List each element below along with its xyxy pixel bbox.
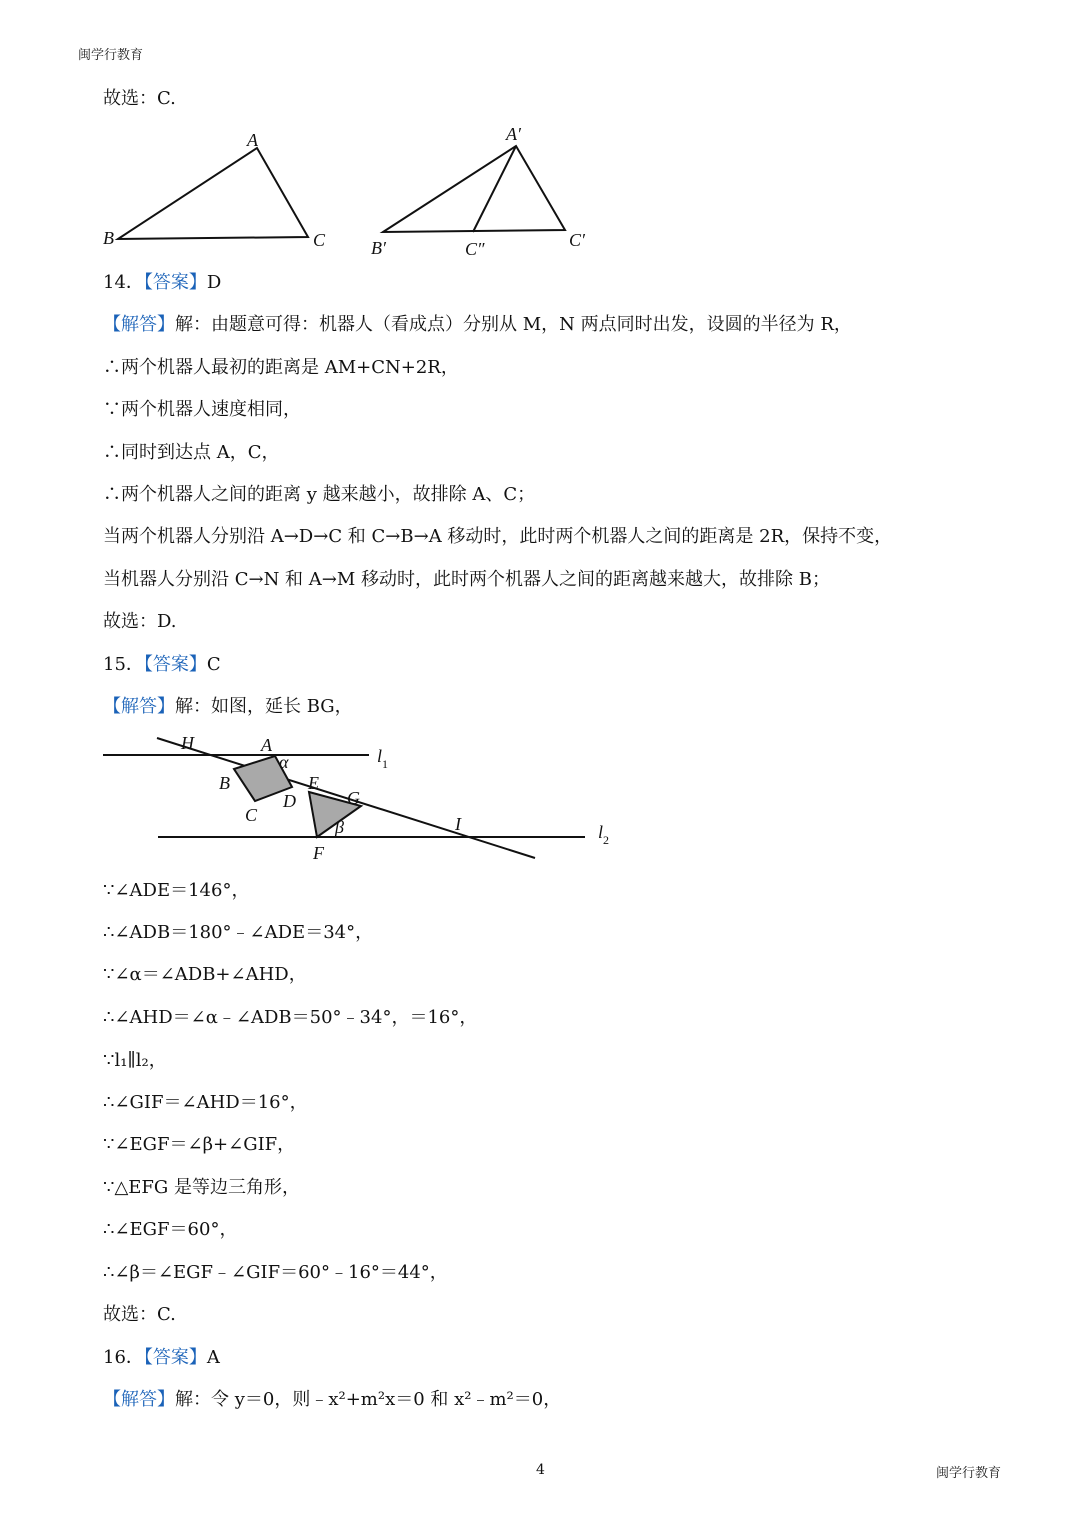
page-number: 4 bbox=[536, 1462, 545, 1478]
text-line: ∵两个机器人速度相同， bbox=[103, 399, 301, 420]
label-l1: $l_1$ bbox=[377, 746, 389, 771]
text-line: 【解答】解：令 y＝0，则﹣x²+m²x＝0 和 x²﹣m²＝0， bbox=[103, 1389, 562, 1410]
text-line: ∴两个机器人最初的距离是 AM+CN+2R， bbox=[103, 357, 459, 378]
text-line: ∵△EFG 是等边三角形， bbox=[103, 1177, 301, 1198]
triangle-abc bbox=[118, 148, 308, 239]
text-line: ∵∠α＝∠ADB+∠AHD， bbox=[103, 964, 307, 985]
text-line: 【解答】解：由题意可得：机器人（看成点）分别从 M，N 两点同时出发，设圆的半径为 R， bbox=[103, 314, 852, 335]
text-line: ∵∠EGF＝∠β+∠GIF， bbox=[103, 1134, 296, 1155]
text-line: ∴两个机器人之间的距离 y 越来越小，故排除 A、C； bbox=[103, 484, 536, 505]
text-line: ∵l₁∥l₂， bbox=[103, 1050, 167, 1071]
label-a: A bbox=[247, 130, 258, 150]
label-c: C bbox=[313, 230, 326, 250]
section-tag: 【答案】 bbox=[143, 654, 207, 675]
triangle-a2b2c2 bbox=[383, 146, 565, 232]
section-tag: 【解答】 bbox=[103, 1389, 175, 1410]
text-line: ∴∠β＝∠EGF﹣∠GIF＝60°﹣16°＝44°， bbox=[103, 1262, 448, 1283]
text-line: 15．【答案】C bbox=[103, 654, 221, 675]
text-line: 当机器人分别沿 C→N 和 A→M 移动时，此时两个机器人之间的距离越来越大，故排除 B； bbox=[103, 569, 830, 590]
label-alpha: α bbox=[279, 752, 289, 772]
footer-brand: 闽学行教育 bbox=[936, 1466, 1002, 1481]
label-f: F bbox=[313, 843, 324, 863]
triangle-figure bbox=[95, 122, 615, 262]
text-line: ∴∠AHD＝∠α﹣∠ADB＝50°﹣34°，＝16°， bbox=[103, 1007, 478, 1028]
text-line: 故选：C. bbox=[103, 88, 176, 109]
label-b: B bbox=[219, 773, 230, 793]
label-c2: C′ bbox=[569, 230, 585, 250]
text-line: 故选：C. bbox=[103, 1304, 176, 1325]
section-tag: 【答案】 bbox=[143, 1347, 207, 1368]
label-beta: β bbox=[335, 817, 344, 837]
section-tag: 【解答】 bbox=[103, 314, 175, 335]
text-line: 16．【答案】A bbox=[103, 1347, 220, 1368]
parallel-lines-figure bbox=[95, 728, 625, 868]
text-line: ∴∠ADB＝180°﹣∠ADE＝34°， bbox=[103, 922, 374, 943]
label-l2: $l_2$ bbox=[598, 822, 610, 847]
section-tag: 【解答】 bbox=[103, 696, 175, 717]
label-b2: B′ bbox=[371, 238, 386, 258]
label-i: I bbox=[455, 814, 461, 834]
header-brand: 闽学行教育 bbox=[78, 48, 144, 63]
label-a2: A′ bbox=[506, 124, 521, 144]
text-line: ∴同时到达点 A，C， bbox=[103, 442, 280, 463]
text-line: ∵∠ADE＝146°， bbox=[103, 880, 250, 901]
label-h: H bbox=[181, 733, 194, 753]
text-line: 14．【答案】D bbox=[103, 272, 222, 293]
label-d: D bbox=[283, 791, 296, 811]
text-line: 【解答】解：如图，延长 BG， bbox=[103, 696, 353, 717]
label-c: C bbox=[245, 805, 258, 825]
text-line: 当两个机器人分别沿 A→D→C 和 C→B→A 移动时，此时两个机器人之间的距离是 2R，保持不变， bbox=[103, 526, 893, 547]
label-g: G bbox=[347, 788, 360, 808]
label-b: B bbox=[103, 228, 114, 248]
label-e: E bbox=[308, 773, 319, 793]
label-c3: C″ bbox=[465, 239, 485, 259]
text-line: 故选：D. bbox=[103, 611, 177, 632]
text-line: ∴∠EGF＝60°， bbox=[103, 1219, 238, 1240]
section-tag: 【答案】 bbox=[143, 272, 207, 293]
text-line: ∴∠GIF＝∠AHD＝16°， bbox=[103, 1092, 308, 1113]
label-a: A bbox=[261, 735, 272, 755]
